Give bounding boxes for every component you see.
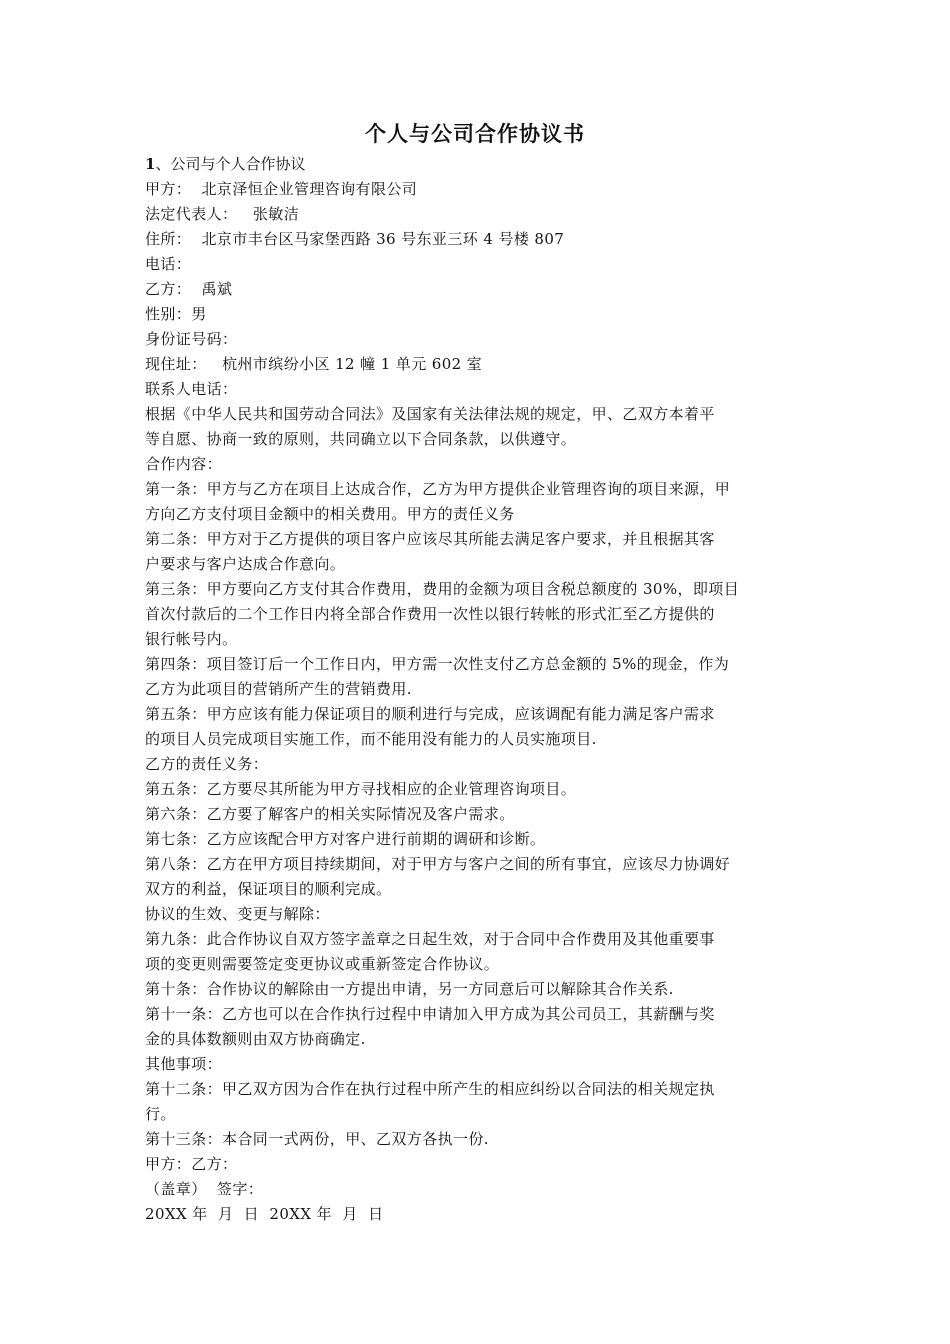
- text-line: 的项目人员完成项目实施工作，而不能用没有能力的人员实施项目.: [145, 730, 597, 748]
- text-line: 乙方的责任义务：: [145, 755, 269, 773]
- text-line: 等自愿、协商一致的原则，共同确立以下合同条款，以供遵守。: [145, 430, 577, 448]
- text-line: 第四条：项目签订后一个工作日内，甲方需一次性支付乙方总金额的 5%的现金，作为: [145, 655, 730, 673]
- text-line: 联系人电话：: [145, 380, 238, 398]
- text-line: 第十一条：乙方也可以在合作执行过程中申请加入甲方成为其公司员工，其薪酬与奖: [145, 1005, 715, 1023]
- text-line: 电话：: [145, 255, 192, 273]
- document-title: 个人与公司合作协议书: [365, 121, 585, 146]
- text-line: 乙方为此项目的营销所产生的营销费用.: [145, 680, 412, 698]
- text-line: 首次付款后的二个工作日内将全部合作费用一次性以银行转帐的形式汇至乙方提供的: [145, 605, 715, 623]
- document-body: [145, 177, 805, 1227]
- text-line: 金的具体数额则由双方协商确定.: [145, 1030, 366, 1048]
- text-line: 现住址： 杭州市缤纷小区 12 幢 1 单元 602 室: [145, 355, 483, 373]
- text-line: 第五条：甲方应该有能力保证项目的顺利进行与完成，应该调配有能力满足客户需求: [145, 705, 715, 723]
- text-line: 甲方： 北京泽恒企业管理咨询有限公司: [145, 180, 418, 198]
- text-line: 第十二条：甲乙双方因为合作在执行过程中所产生的相应纠纷以合同法的相关规定执: [145, 1080, 715, 1098]
- section-heading: [145, 152, 805, 177]
- text-line: 20XX 年 月 日 20XX 年 月 日: [145, 1205, 384, 1223]
- text-line: 第一条：甲方与乙方在项目上达成合作，乙方为甲方提供企业管理咨询的项目来源，甲: [145, 480, 731, 498]
- text-line: 第七条：乙方应该配合甲方对客户进行前期的调研和诊断。: [145, 830, 546, 848]
- section-title: 、公司与个人合作协议: [155, 155, 306, 173]
- text-line: 第十条：合作协议的解除由一方提出申请，另一方同意后可以解除其合作关系.: [145, 980, 674, 998]
- text-line: 乙方： 禹斌: [145, 280, 233, 298]
- text-line: 行。: [145, 1105, 176, 1123]
- text-line: 银行帐号内。: [145, 630, 238, 648]
- text-line: 第九条：此合作协议自双方签字盖章之日起生效，对于合同中合作费用及其他重要事: [145, 930, 715, 948]
- text-line: 合作内容：: [145, 455, 223, 473]
- section-number: 1: [145, 155, 156, 173]
- text-line: 住所： 北京市丰台区马家堡西路 36 号东亚三环 4 号楼 807: [145, 230, 565, 248]
- text-line: 性别：男: [145, 305, 207, 323]
- text-line: 身份证号码：: [145, 330, 238, 348]
- text-line: 法定代表人： 张敏洁: [145, 205, 300, 223]
- text-line: 项的变更则需要签定变更协议或重新签定合作协议。: [145, 955, 500, 973]
- text-line: （盖章） 签字：: [145, 1180, 264, 1198]
- text-line: 第十三条：本合同一式两份，甲、乙双方各执一份.: [145, 1130, 489, 1148]
- text-line: 第三条：甲方要向乙方支付其合作费用，费用的金额为项目含税总额度的 30%，即项目: [145, 580, 740, 598]
- text-line: 第六条：乙方要了解客户的相关实际情况及客户需求。: [145, 805, 515, 823]
- text-line: 第八条：乙方在甲方项目持续期间，对于甲方与客户之间的所有事宜，应该尽力协调好: [145, 855, 731, 873]
- text-line: 方向乙方支付项目金额中的相关费用。甲方的责任义务: [145, 505, 515, 523]
- text-line: 其他事项：: [145, 1055, 223, 1073]
- text-line: 双方的利益，保证项目的顺利完成。: [145, 880, 392, 898]
- text-line: 根据《中华人民共和国劳动合同法》及国家有关法律法规的规定，甲、乙双方本着平: [145, 405, 715, 423]
- text-line: 第二条：甲方对于乙方提供的项目客户应该尽其所能去满足客户要求，并且根据其客: [145, 530, 715, 548]
- text-line: 第五条：乙方要尽其所能为甲方寻找相应的企业管理咨询项目。: [145, 780, 577, 798]
- text-line: 甲方：乙方：: [145, 1155, 238, 1173]
- document-page: [145, 118, 805, 1227]
- text-line: 协议的生效、变更与解除：: [145, 905, 330, 923]
- text-line: 户要求与客户达成合作意向。: [145, 555, 346, 573]
